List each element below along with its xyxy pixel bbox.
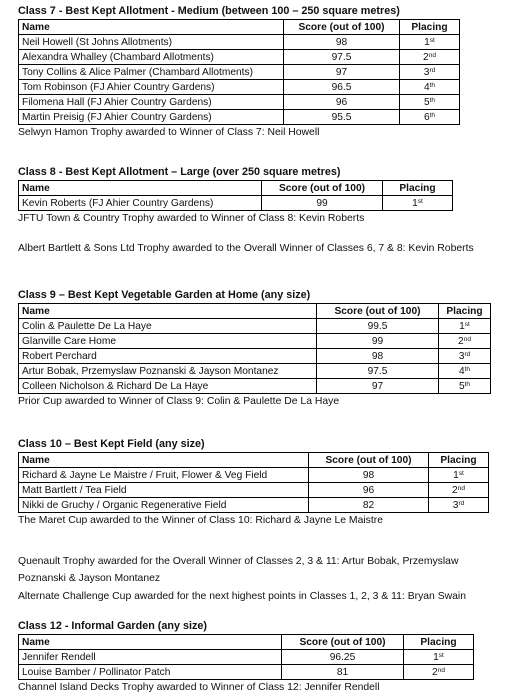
table-row [19, 334, 491, 349]
placing-suffix: nd [428, 51, 436, 59]
entrant-name: Alexandra Whalley (Chambard Allotments) [19, 50, 284, 65]
col-name: Name [19, 181, 262, 196]
placing-suffix: st [429, 36, 435, 44]
entrant-name: Richard & Jayne Le Maistre / Fruit, Flower & Veg Field [19, 468, 309, 483]
entrant-placing [429, 468, 489, 483]
quenault-note: Quenault Trophy awarded for the Overall Winner of Classes 2, 3 & 11: Artur Bobak, Przemyslaw Poznanski & Jayson Montanez [18, 556, 459, 584]
entrant-name: Martin Preisig (FJ Ahier Country Gardens) [19, 110, 284, 125]
class7-section [18, 5, 460, 140]
placing-suffix: th [429, 81, 436, 89]
entrant-name: Colin & Paulette De La Haye [19, 319, 317, 334]
table-row [19, 65, 460, 80]
class8-table [18, 180, 453, 211]
class7-title: Class 7 - Best Kept Allotment - Medium (between 100 – 250 square metres) [18, 5, 400, 17]
entrant-placing [404, 665, 474, 680]
entrant-placing [439, 319, 491, 334]
class12-table [18, 634, 474, 680]
entrant-score: 98 [284, 35, 400, 50]
table-row [19, 498, 489, 513]
entrant-placing [400, 80, 460, 95]
table-row [19, 319, 491, 334]
placing-number: 3 [423, 66, 430, 78]
col-placing: Placing [400, 20, 460, 35]
entrant-name: Nikki de Gruchy / Organic Regenerative Field [19, 498, 309, 513]
entrant-score: 96 [309, 483, 429, 498]
class7-table [18, 19, 460, 125]
col-name: Name [19, 304, 317, 319]
placing-suffix: nd [437, 666, 445, 674]
class9-table [18, 303, 491, 394]
entrant-score: 82 [309, 498, 429, 513]
placing-suffix: st [458, 469, 464, 477]
class10-title: Class 10 – Best Kept Field (any size) [18, 438, 205, 450]
entrant-score: 96.5 [284, 80, 400, 95]
entrant-placing [429, 498, 489, 513]
placing-number: 2 [432, 666, 438, 678]
entrant-name: Kevin Roberts (FJ Ahier Country Gardens) [19, 196, 262, 211]
entrant-score: 96 [284, 95, 400, 110]
placing-suffix: nd [457, 484, 465, 492]
class10-table [18, 452, 489, 513]
entrant-placing [404, 650, 474, 665]
entrant-placing [439, 349, 491, 364]
placing-suffix: rd [458, 499, 465, 507]
placing-number: 2 [452, 484, 458, 496]
col-placing: Placing [383, 181, 453, 196]
entrant-placing [439, 379, 491, 394]
placing-number: 3 [458, 350, 465, 362]
col-placing: Placing [404, 635, 474, 650]
col-placing: Placing [439, 304, 491, 319]
entrant-placing [400, 110, 460, 125]
class12-section [18, 620, 474, 695]
class9-trophy-note: Prior Cup awarded to Winner of Class 9: Colin & Paulette De La Haye [18, 396, 340, 407]
entrant-score: 99.5 [317, 319, 439, 334]
placing-suffix: th [429, 96, 436, 104]
placing-number: 1 [459, 320, 465, 332]
col-score: Score (out of 100) [317, 304, 439, 319]
col-score: Score (out of 100) [284, 20, 400, 35]
entrant-placing [400, 35, 460, 50]
entrant-score: 97 [284, 65, 400, 80]
placing-number: 2 [423, 51, 429, 63]
placing-suffix: rd [464, 350, 471, 358]
placing-number: 5 [423, 96, 430, 108]
table-row [19, 665, 474, 680]
entrant-placing [439, 364, 491, 379]
placing-number: 4 [423, 81, 430, 93]
table-header-row [19, 635, 474, 650]
table-row [19, 110, 460, 125]
entrant-name: Louise Bamber / Pollinator Patch [19, 665, 282, 680]
entrant-name: Tony Collins & Alice Palmer (Chambard Allotments) [19, 65, 284, 80]
entrant-score: 81 [282, 665, 404, 680]
overall-678-note: Albert Bartlett & Sons Ltd Trophy awarded to the Overall Winner of Classes 6, 7 & 8: Kevin Roberts [18, 243, 474, 254]
class8-trophy-note: JFTU Town & Country Trophy awarded to Winner of Class 8: Kevin Roberts [18, 213, 365, 224]
placing-suffix: th [464, 380, 471, 388]
table-header-row [19, 20, 460, 35]
table-header-row [19, 453, 489, 468]
entrant-name: Tom Robinson (FJ Ahier Country Gardens) [19, 80, 284, 95]
entrant-name: Matt Bartlett / Tea Field [19, 483, 309, 498]
entrant-placing [400, 95, 460, 110]
table-header-row [19, 181, 453, 196]
placing-suffix: rd [429, 66, 436, 74]
placing-suffix: th [464, 365, 471, 373]
class10-section [18, 438, 489, 528]
entrant-score: 98 [317, 349, 439, 364]
entrant-score: 97 [317, 379, 439, 394]
table-row [19, 80, 460, 95]
col-score: Score (out of 100) [309, 453, 429, 468]
entrant-name: Robert Perchard [19, 349, 317, 364]
entrant-name: Artur Bobak, Przemyslaw Poznanski & Jayson Montanez [19, 364, 317, 379]
col-score: Score (out of 100) [262, 181, 383, 196]
placing-suffix: th [429, 111, 436, 119]
placing-suffix: nd [463, 335, 471, 343]
placing-number: 1 [433, 651, 439, 663]
alternate-cup-note: Alternate Challenge Cup awarded for the next highest points in Classes 1, 2, 3 & 11: Bryan Swain [18, 591, 467, 602]
placing-number: 3 [452, 499, 459, 511]
entrant-score: 99 [262, 196, 383, 211]
class9-section [18, 289, 491, 409]
table-row [19, 364, 491, 379]
entrant-name: Neil Howell (St Johns Allotments) [19, 35, 284, 50]
class8-section [18, 166, 453, 226]
table-row [19, 196, 453, 211]
class9-title: Class 9 – Best Kept Vegetable Garden at Home (any size) [18, 289, 311, 301]
table-row [19, 35, 460, 50]
table-header-row [19, 304, 491, 319]
placing-number: 5 [458, 380, 465, 392]
class12-title: Class 12 - Informal Garden (any size) [18, 620, 208, 632]
entrant-score: 97.5 [317, 364, 439, 379]
placing-number: 2 [458, 335, 464, 347]
entrant-name: Jennifer Rendell [19, 650, 282, 665]
entrant-name: Glanville Care Home [19, 334, 317, 349]
entrant-score: 97.5 [284, 50, 400, 65]
placing-number: 1 [453, 469, 459, 481]
class8-title: Class 8 - Best Kept Allotment – Large (over 250 square metres) [18, 166, 341, 178]
col-name: Name [19, 453, 309, 468]
entrant-placing [383, 196, 453, 211]
col-score: Score (out of 100) [282, 635, 404, 650]
table-row [19, 650, 474, 665]
entrant-placing [429, 483, 489, 498]
placing-number: 4 [458, 365, 465, 377]
placing-suffix: st [464, 320, 470, 328]
col-name: Name [19, 20, 284, 35]
class12-trophy-note: Channel Island Decks Trophy awarded to Winner of Class 12: Jennifer Rendell [18, 682, 380, 693]
entrant-name: Filomena Hall (FJ Ahier Country Gardens) [19, 95, 284, 110]
table-row [19, 468, 489, 483]
table-row [19, 379, 491, 394]
table-row [19, 483, 489, 498]
entrant-placing [400, 50, 460, 65]
col-placing: Placing [429, 453, 489, 468]
entrant-name: Colleen Nicholson & Richard De La Haye [19, 379, 317, 394]
placing-suffix: st [438, 651, 444, 659]
table-row [19, 349, 491, 364]
placing-number: 6 [423, 111, 430, 123]
entrant-placing [439, 334, 491, 349]
col-name: Name [19, 635, 282, 650]
entrant-score: 96.25 [282, 650, 404, 665]
entrant-score: 95.5 [284, 110, 400, 125]
class7-trophy-note: Selwyn Hamon Trophy awarded to Winner of Class 7: Neil Howell [18, 127, 320, 138]
table-row [19, 95, 460, 110]
placing-suffix: st [417, 197, 423, 205]
entrant-placing [400, 65, 460, 80]
entrant-score: 98 [309, 468, 429, 483]
entrant-score: 99 [317, 334, 439, 349]
class10-trophy-note: The Maret Cup awarded to the Winner of Class 10: Richard & Jayne Le Maistre [18, 515, 383, 526]
placing-number: 1 [412, 197, 418, 209]
placing-number: 1 [424, 36, 430, 48]
table-row [19, 50, 460, 65]
